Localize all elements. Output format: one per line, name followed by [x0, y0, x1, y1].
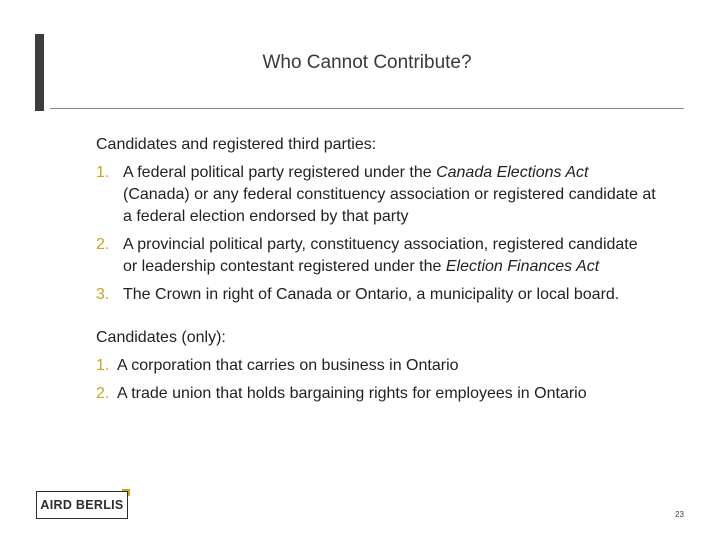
act-title: Canada Elections Act — [436, 164, 589, 181]
section-b-intro: Candidates (only): — [96, 329, 226, 346]
title-divider — [50, 108, 684, 109]
section-spacer — [96, 312, 656, 327]
logo-accent-mark — [128, 489, 130, 496]
list-item-number: 2. — [96, 236, 110, 253]
list-item — [96, 284, 656, 306]
aird-berlis-logo: AIRD BERLIS — [36, 491, 128, 519]
slide-title: Who Cannot Contribute? — [262, 52, 472, 73]
list-item-text: A trade union that holds bargaining rights for employees in Ontario — [117, 385, 587, 402]
list-item-text: A provincial political party, constituency association, registered candidate or leadership contestant registered under the — [123, 236, 638, 275]
list-item — [96, 383, 656, 405]
list-item-number: 3. — [96, 286, 110, 303]
list-item-text: A federal political party registered under the — [123, 164, 437, 181]
list-item-number: 1. — [96, 357, 110, 374]
list-item-text: The Crown in right of Canada or Ontario, a municipality or local board. — [123, 286, 620, 303]
title-accent-bar — [35, 34, 44, 111]
section-a-intro: Candidates and registered third parties: — [96, 136, 377, 153]
list-item — [96, 234, 656, 278]
list-item-text-cont: (Canada) or any federal constituency association or registered candidate at a federal election endorsed by that party — [123, 186, 656, 225]
list-item — [96, 355, 656, 377]
act-title: Election Finances Act — [445, 258, 600, 275]
list-item-number: 2. — [96, 385, 110, 402]
list-item-number: 1. — [96, 164, 110, 181]
slide-body — [96, 134, 656, 411]
page-number: 23 — [675, 510, 684, 519]
section-b-list — [96, 355, 656, 405]
list-item-text: A corporation that carries on business in Ontario — [117, 357, 459, 374]
list-item — [96, 162, 656, 228]
section-a-list — [96, 162, 656, 306]
